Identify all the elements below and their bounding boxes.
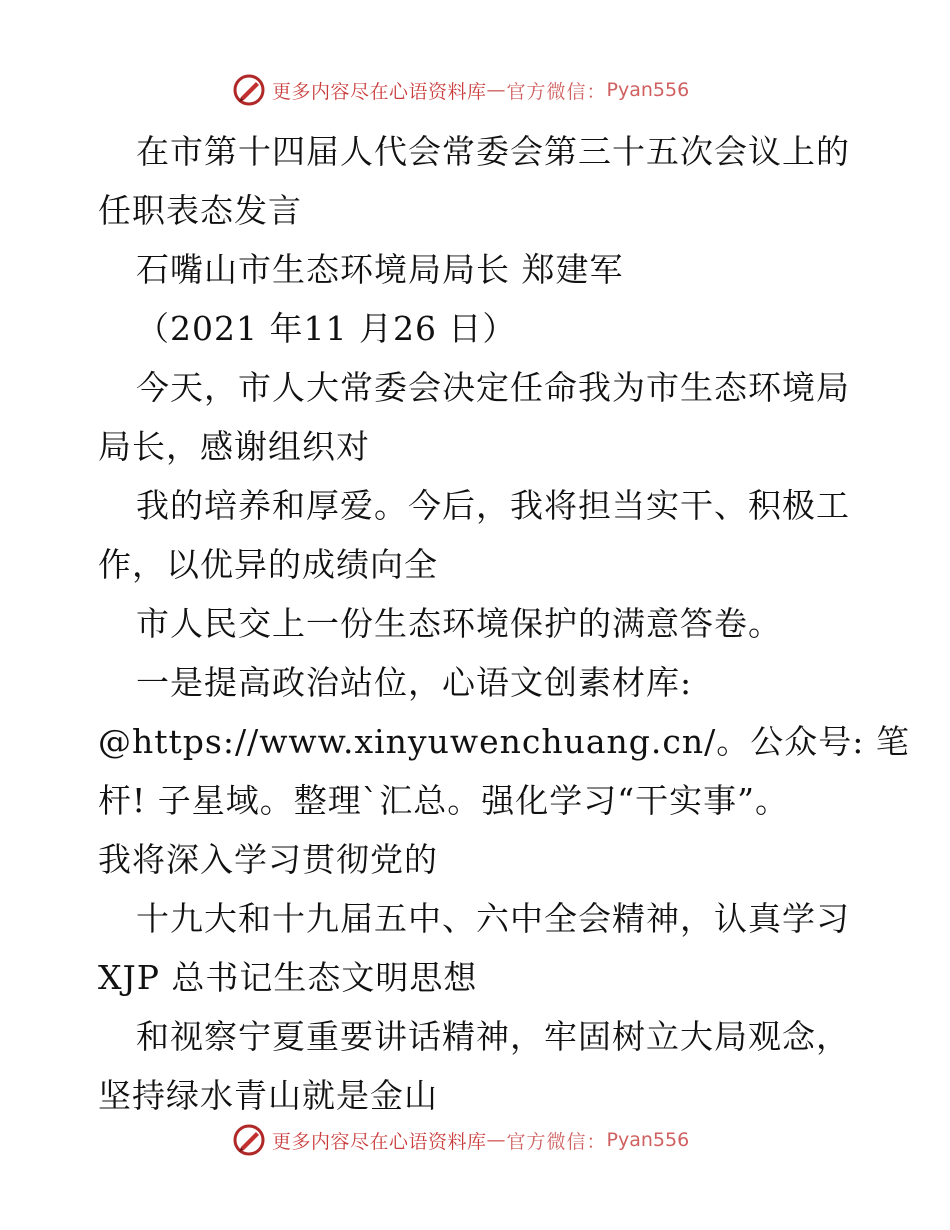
text-line: XJP 总书记生态文明思想 <box>98 958 478 997</box>
text-line: 杆! 子星域。整理`汇总。强化学习“干实事”。 <box>98 781 789 820</box>
watermark-account: Pyan556 <box>606 79 690 101</box>
watermark-site: 更多内容尽在心语资料库 <box>272 1130 487 1153</box>
text-line: 作，以优异的成绩向全 <box>98 545 438 584</box>
watermark-dash: — <box>486 1129 507 1151</box>
text-line: 十九大和十九届五中、六中全会精神，认真学习 <box>136 899 850 938</box>
text-line: 和视察宁夏重要讲话精神，牢固树立大局观念， <box>136 1017 850 1056</box>
logo-icon <box>232 1123 266 1157</box>
logo-icon <box>232 73 266 107</box>
watermark-site: 更多内容尽在心语资料库 <box>272 80 487 103</box>
watermark-label: 官方微信： <box>506 1130 607 1153</box>
text-line: 在市第十四届人代会常委会第三十五次会议上的 <box>136 132 850 171</box>
text-line: 今天，市人大常委会决定任命我为市生态环境局 <box>136 368 850 407</box>
text-line: 坚持绿水青山就是金山 <box>98 1076 438 1115</box>
document-body <box>98 122 910 1125</box>
text-line: 我将深入学习贯彻党的 <box>98 840 438 879</box>
text-line: 任职表态发言 <box>98 191 302 230</box>
text-line: 局长，感谢组织对 <box>98 427 370 466</box>
footer-watermark <box>232 1122 689 1158</box>
text-line: 市人民交上一份生态环境保护的满意答卷。 <box>136 604 782 643</box>
text-line: 一是提高政治站位，心语文创素材库: <box>136 663 693 702</box>
text-line: @https://www.xinyuwenchuang.cn/。公众号: 笔 <box>98 722 910 761</box>
watermark-label: 官方微信： <box>506 80 607 103</box>
watermark-dash: — <box>486 79 507 101</box>
text-line: 我的培养和厚爱。今后，我将担当实干、积极工 <box>136 486 850 525</box>
watermark-account: Pyan556 <box>606 1129 690 1151</box>
header-watermark <box>232 72 689 108</box>
text-line: （2021 年11 月26 日） <box>136 309 517 348</box>
text-line: 石嘴山市生态环境局局长 郑建军 <box>136 250 624 289</box>
